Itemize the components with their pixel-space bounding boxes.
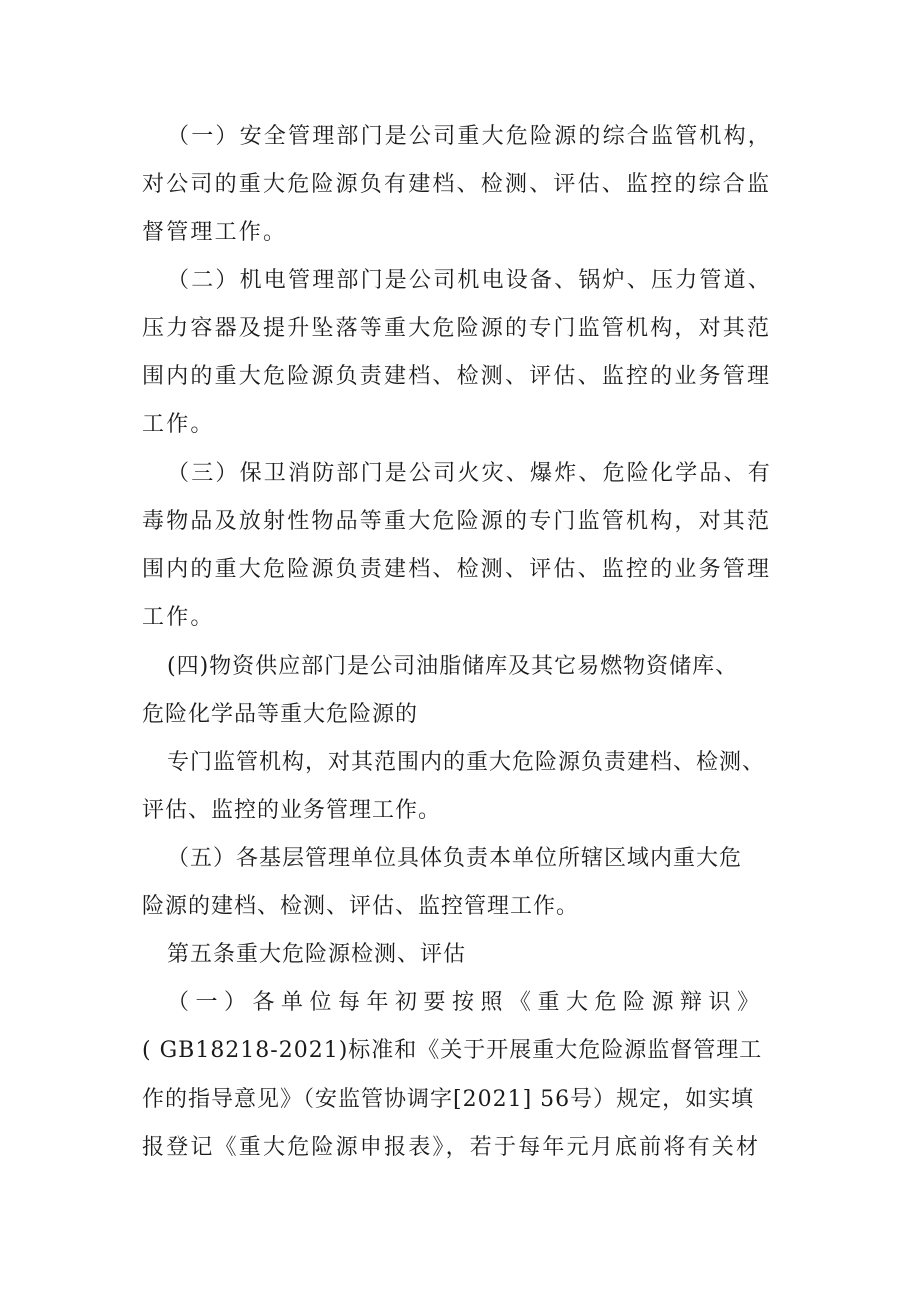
text-line: 围内的重大危险源负责建档、检测、评估、监控的业务管理 xyxy=(142,557,772,582)
text-line: 督管理工作。 xyxy=(142,220,288,245)
text-line: 对公司的重大危险源负有建档、检测、评估、监控的综合监 xyxy=(142,172,772,197)
text-line: (四)物资供应部门是公司油脂储库及其它易燃物资储库、 xyxy=(167,654,739,679)
text-line: 作的指导意见》（安监管协调字[2021] 56号）规定，如实填 xyxy=(142,1087,755,1112)
text-line: （三）保卫消防部门是公司火灾、爆炸、危险化学品、有 xyxy=(167,461,773,486)
text-line: （二）机电管理部门是公司机电设备、锅炉、压力管道、 xyxy=(167,268,773,293)
text-line: 险源的建档、检测、评估、监控管理工作。 xyxy=(142,894,580,919)
text-line: 围内的重大危险源负责建档、检测、评估、监控的业务管理 xyxy=(142,364,772,389)
text-line: 专门监管机构，对其范围内的重大危险源负责建档、检测、 xyxy=(167,750,766,775)
text-line: ( GB18218-2021)标准和《关于开展重大危险源监督管理工 xyxy=(142,1038,763,1063)
text-line: （一）安全管理部门是公司重大危险源的综合监管机构， xyxy=(167,124,773,149)
text-line: （一）各单位每年初要按照《重大危险源辩识》 xyxy=(167,990,766,1015)
text-line: 毒物品及放射性物品等重大危险源的专门监管机构，对其范 xyxy=(142,509,772,534)
text-line: （五）各基层管理单位具体负责本单位所辖区域内重大危 xyxy=(167,846,743,871)
text-line: 工作。 xyxy=(142,412,215,437)
text-line: 报登记《重大危险源申报表》，若于每年元月底前将有关材 xyxy=(142,1135,761,1160)
text-line: 评估、监控的业务管理工作。 xyxy=(142,798,442,823)
text-line: 工作。 xyxy=(142,605,215,630)
section-heading: 第五条重大危险源检测、评估 xyxy=(167,942,467,967)
text-line: 危险化学品等重大危险源的 xyxy=(142,702,419,727)
text-line: 压力容器及提升坠落等重大危险源的专门监管机构，对其范 xyxy=(142,316,772,341)
